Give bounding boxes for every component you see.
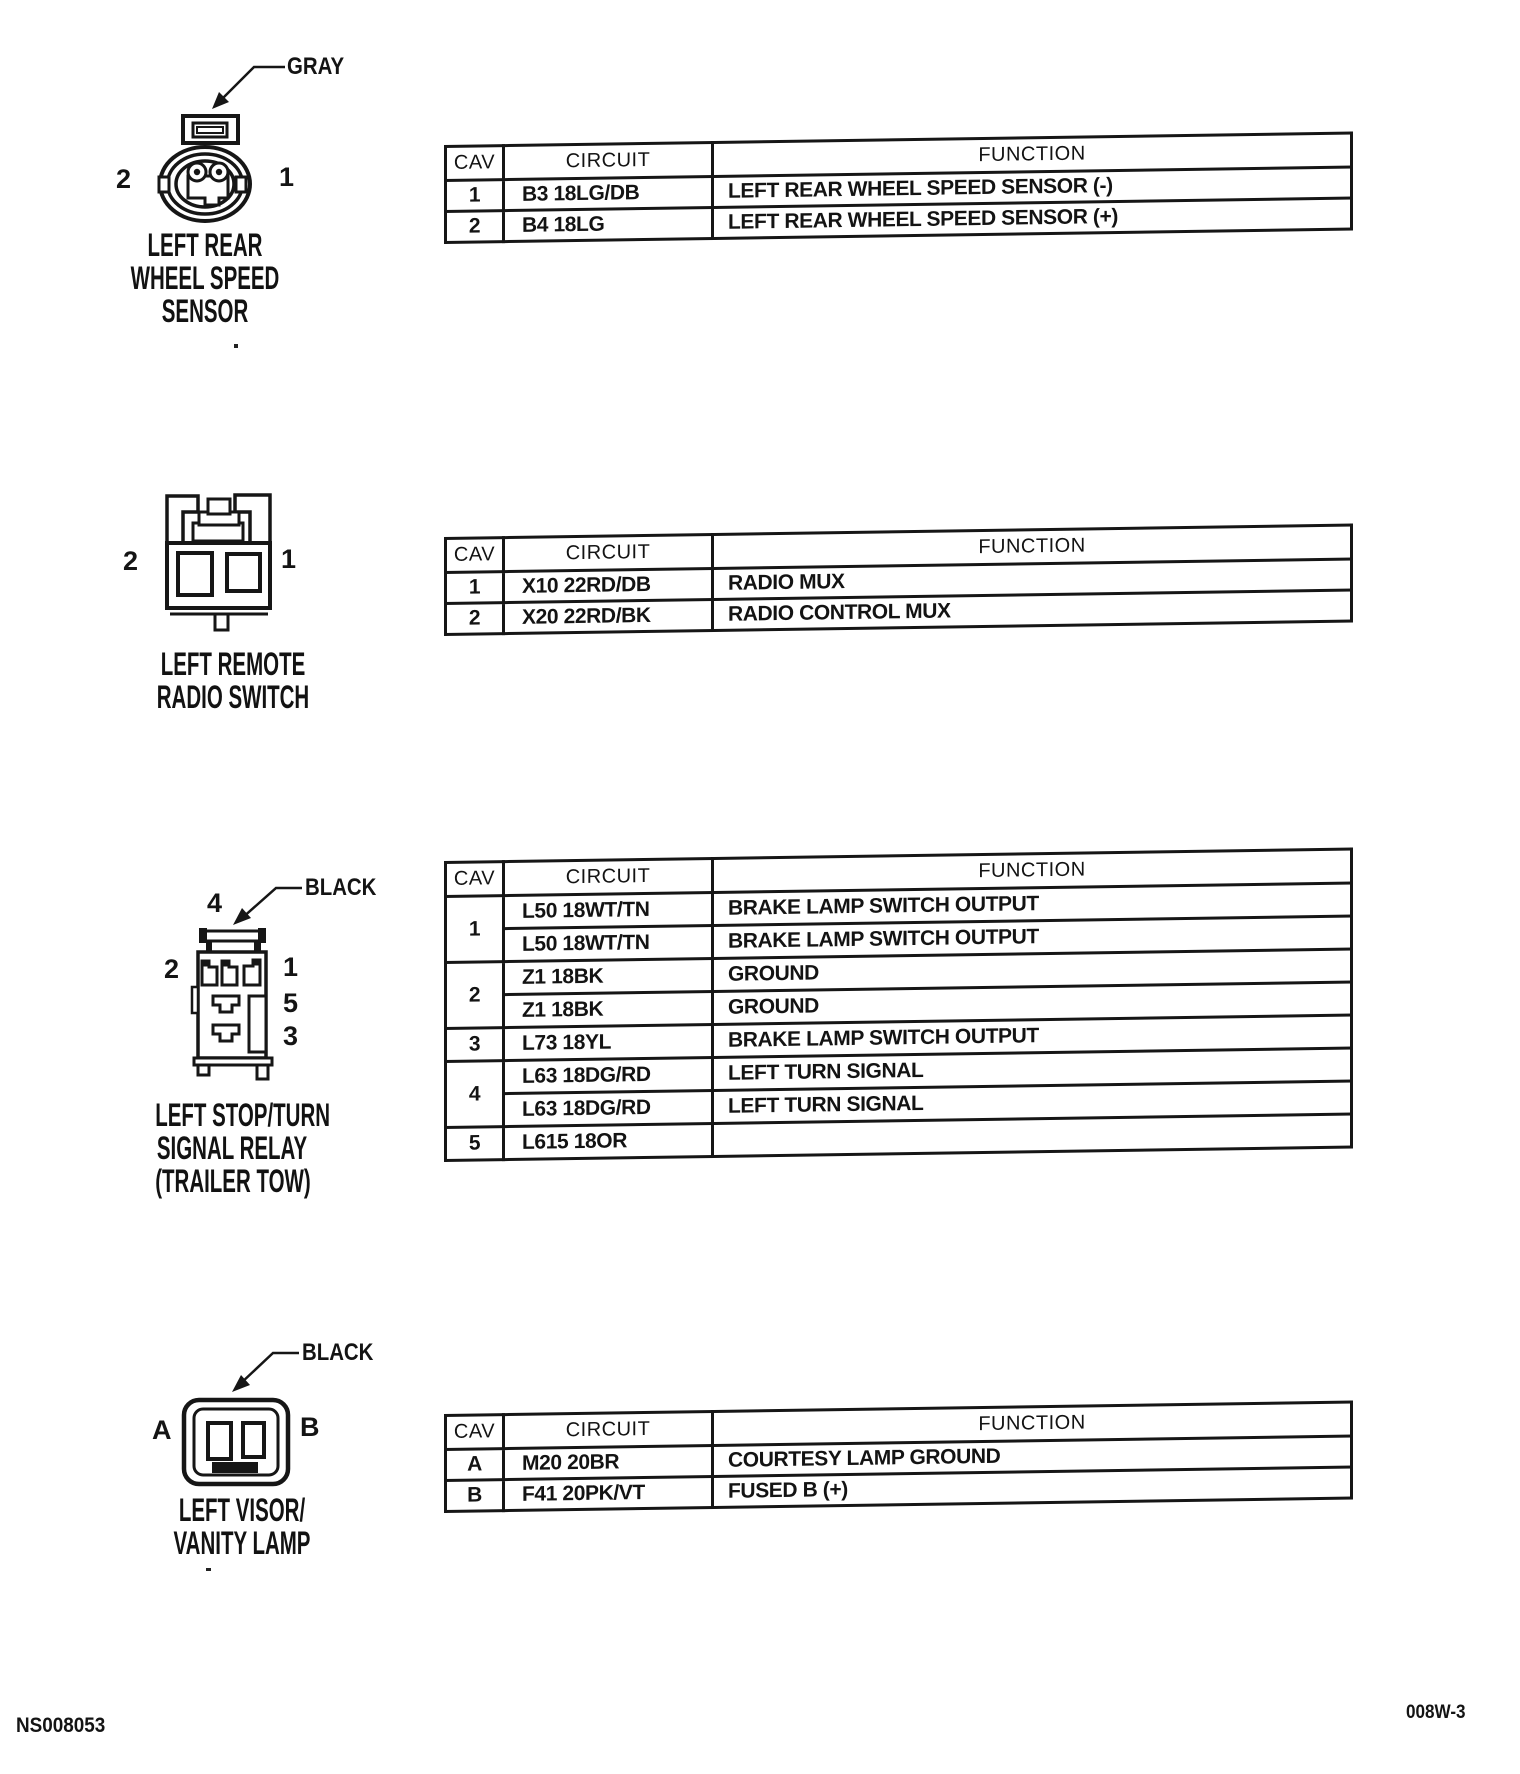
cav-cell: 4 [446,1061,504,1128]
circuit-header: CIRCUIT [504,143,713,180]
function-header: FUNCTION [713,849,1352,892]
pin-label-b: B [300,1412,320,1442]
function-cell: BRAKE LAMP SWITCH OUTPUT [713,883,1352,925]
left-foot [198,1065,209,1075]
caption-line: LEFT REMOTE [160,646,306,682]
circuit-header: CIRCUIT [504,859,713,896]
function-cell: LEFT REAR WHEEL SPEED SENSOR (-) [713,167,1352,207]
pin-label-3: 3 [283,1021,299,1051]
remote-radio-switch-pinout-table [444,524,1353,636]
index-bar [212,1462,258,1473]
cav-cell: 1 [446,180,504,212]
circuit-cell: F41 20PK/VT [504,1477,713,1511]
pin-2-cavity [178,553,212,595]
caption-line: LEFT STOP/TURN [155,1097,331,1133]
pin-2-contact [204,962,209,967]
connector-color-label: GRAY [287,53,345,80]
page-number: 008W-3 [1406,1702,1466,1723]
leader-line [221,67,285,100]
circuit-header: CIRCUIT [504,535,713,572]
pin-label-1: 1 [279,162,295,192]
left-side-notch [192,987,198,1013]
cav-cell: 2 [446,603,504,635]
cav-cell: 5 [446,1127,504,1161]
function-cell: BRAKE LAMP SWITCH OUTPUT [713,1015,1352,1057]
right-key-notch [236,177,246,192]
right-foot [257,1065,268,1079]
circuit-cell: Z1 18BK [504,959,713,995]
pin-1-contact [255,961,260,966]
function-cell: COURTESY LAMP GROUND [713,1436,1352,1476]
function-cell: GROUND [713,982,1352,1024]
cav-cell: 3 [446,1028,504,1062]
connector-caption [85,229,325,328]
connector-caption [112,1099,352,1198]
wheel-speed-sensor-pinout-table [444,132,1353,244]
circuit-cell: Z1 18BK [504,992,713,1028]
right-slide-lock [249,996,266,1052]
lock-tab-slot-inner [197,127,223,133]
circuit-header: CIRCUIT [504,1412,713,1449]
bottom-tab [215,614,228,630]
connector-caption [122,1494,362,1560]
cav-cell: 2 [446,211,504,243]
circuit-cell: L615 18OR [504,1124,713,1160]
arrowhead-icon [233,908,251,925]
circuit-cell: L63 18DG/RD [504,1091,713,1127]
caption-line: LEFT VISOR/ [178,1492,306,1528]
pin-a-cavity [208,1423,231,1459]
lock-tab-slot [193,123,227,137]
scan-speck [206,1568,211,1571]
cav-cell: 1 [446,896,504,963]
function-header: FUNCTION [713,1402,1352,1445]
scan-speck [234,344,238,348]
function-cell: FUSED B (+) [713,1467,1352,1507]
visor-vanity-lamp-pinout-table [444,1401,1353,1513]
function-cell: GROUND [713,949,1352,991]
function-cell: LEFT TURN SIGNAL [713,1048,1352,1090]
function-header: FUNCTION [713,525,1352,568]
pin-4-contact [224,962,229,967]
pin-1-contact [216,169,222,175]
pin-b-cavity [243,1423,264,1457]
caption-line: VANITY LAMP [173,1525,311,1561]
function-cell: LEFT TURN SIGNAL [713,1081,1352,1123]
circuit-cell: L63 18DG/RD [504,1058,713,1094]
pin-2-contact [194,169,200,175]
function-cell: BRAKE LAMP SWITCH OUTPUT [713,916,1352,958]
function-cell: RADIO MUX [713,559,1352,599]
visor-vanity-lamp-connector-drawing [184,1353,299,1484]
connector-lock-tab [183,116,238,143]
connector-color-label: BLACK [302,1339,374,1366]
pin-5-cavity [213,996,239,1012]
caption-line: (TRAILER TOW) [155,1163,311,1199]
circuit-cell: L50 18WT/TN [504,926,713,962]
caption-line: RADIO SWITCH [156,679,310,715]
connector-color-label: BLACK [305,874,377,901]
caption-line: WHEEL SPEED [130,260,280,296]
pin-3-cavity [213,1025,239,1041]
pin-label-2: 2 [164,954,180,984]
function-header: FUNCTION [713,133,1352,176]
circuit-cell: B4 18LG [504,208,713,242]
circuit-cell: L73 18YL [504,1025,713,1061]
pin-label-5: 5 [283,988,299,1018]
circuit-cell: B3 18LG/DB [504,177,713,211]
center-tab-small [208,499,230,514]
remote-radio-switch-connector-drawing [167,495,270,630]
pin-label-1: 1 [283,952,299,982]
leader-line [240,1353,299,1384]
circuit-cell: X10 22RD/DB [504,569,713,603]
cav-header: CAV [446,862,504,897]
cav-header: CAV [446,146,504,181]
pin-label-2: 2 [123,546,139,576]
cav-header: CAV [446,1415,504,1450]
caption-line: SENSOR [161,293,249,329]
top-bar [202,931,263,941]
pin-label-1: 1 [281,544,297,574]
function-cell: LEFT REAR WHEEL SPEED SENSOR (+) [713,198,1352,238]
function-cell: RADIO CONTROL MUX [713,590,1352,630]
connector-caption [113,648,353,714]
stop-turn-relay-pinout-table [444,848,1353,1162]
top-bar-right-cap [258,928,266,943]
circuit-cell: M20 20BR [504,1446,713,1480]
cav-header: CAV [446,538,504,573]
cav-cell: 2 [446,962,504,1029]
pin-label-2: 2 [116,164,132,194]
circuit-cell: X20 22RD/BK [504,600,713,634]
caption-line: SIGNAL RELAY [156,1130,308,1166]
pin-1-cavity [227,554,260,591]
cav-cell: 1 [446,572,504,604]
figure-number: NS008053 [16,1714,106,1737]
pin-label-4: 4 [207,888,223,918]
leader-line [241,888,302,919]
left-key-notch [159,177,169,192]
caption-line: LEFT REAR [147,227,263,263]
top-bar-left-cap [199,928,207,943]
wheel-speed-sensor-connector-drawing [159,67,285,221]
cav-cell: A [446,1449,504,1481]
circuit-cell: L50 18WT/TN [504,893,713,929]
cav-cell: B [446,1480,504,1512]
pin-label-a: A [152,1415,172,1445]
